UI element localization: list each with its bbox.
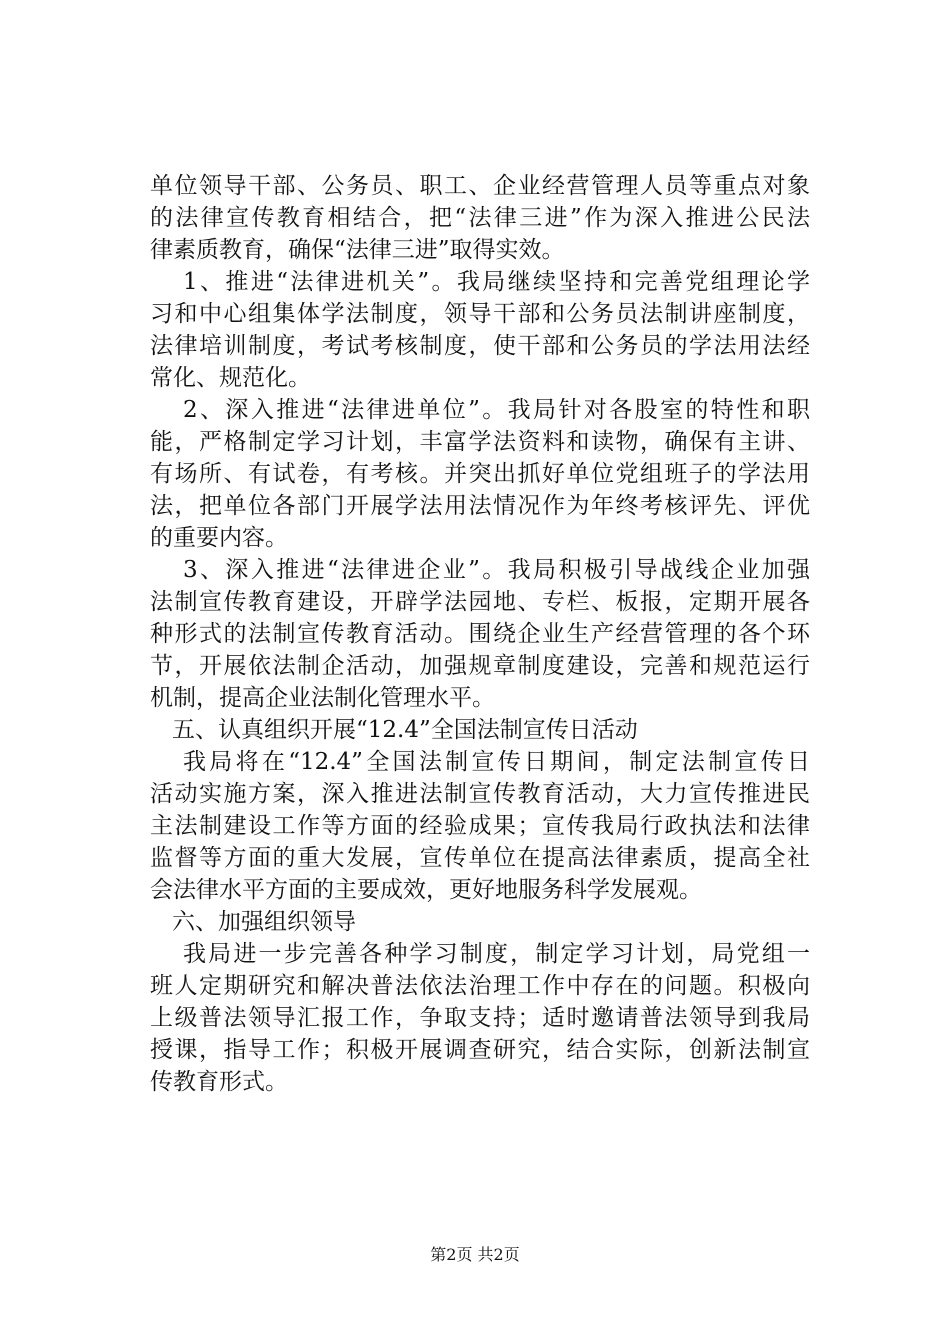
text-line: 法制宣传教育建设，开辟学法园地、专栏、板报，定期开展各 (150, 589, 810, 615)
text-line: 班人定期研究和解决普法依法治理工作中存在的问题。积极向 (150, 973, 810, 999)
text-line: 会法律水平方面的主要成效，更好地服务科学发展观。 (150, 877, 702, 903)
text-line: 2、深入推进“法律进单位”。我局针对各股室的特性和职 (183, 397, 810, 423)
paragraph-legal-publicity-day (150, 746, 810, 906)
text-line: 单位领导干部、公务员、职工、企业经营管理人员等重点对象 (150, 173, 810, 199)
text-line: 节，开展依法制企活动，加强规章制度建设，完善和规范运行 (150, 653, 810, 679)
text-line: 活动实施方案，深入推进法制宣传教育活动，大力宣传推进民 (150, 781, 810, 807)
text-line: 的重要内容。 (150, 525, 288, 551)
text-line: 传教育形式。 (150, 1069, 288, 1095)
section-heading: 五、认真组织开展“12.4”全国法制宣传日活动 (172, 717, 638, 743)
text-line: 我局将在“12.4”全国法制宣传日期间，制定法制宣传日 (183, 749, 810, 775)
section-heading: 六、加强组织领导 (172, 909, 356, 935)
paragraph-law-into-units (150, 394, 810, 554)
section-heading-six (150, 906, 810, 938)
text-line: 上级普法领导汇报工作，争取支持；适时邀请普法领导到我局 (150, 1005, 810, 1031)
text-line: 种形式的法制宣传教育活动。围绕企业生产经营管理的各个环 (150, 621, 810, 647)
text-line: 的法律宣传教育相结合，把“法律三进”作为深入推进公民法 (150, 205, 810, 231)
paragraph-law-into-organs (150, 266, 810, 394)
text-line: 常化、规范化。 (150, 365, 311, 391)
text-line: 监督等方面的重大发展，宣传单位在提高法律素质，提高全社 (150, 845, 810, 871)
page-footer: 第2页 共2页 (430, 1245, 520, 1264)
paragraph-organization-leadership (150, 938, 810, 1098)
text-line: 我局进一步完善各种学习制度，制定学习计划，局党组一 (183, 941, 810, 967)
text-line: 主法制建设工作等方面的经验成果；宣传我局行政执法和法律 (150, 813, 810, 839)
paragraph-continuation (150, 170, 810, 266)
text-line: 习和中心组集体学法制度，领导干部和公务员法制讲座制度， (150, 301, 810, 327)
text-line: 能，严格制定学习计划，丰富学法资料和读物，确保有主讲、 (150, 429, 810, 455)
paragraph-law-into-enterprises (150, 554, 810, 714)
text-line: 律素质教育，确保“法律三进”取得实效。 (150, 237, 565, 263)
text-line: 1、推进“法律进机关”。我局继续坚持和完善党组理论学 (183, 269, 810, 295)
document-body (150, 170, 810, 1098)
text-line: 3、深入推进“法律进企业”。我局积极引导战线企业加强 (183, 557, 810, 583)
text-line: 法律培训制度，考试考核制度，使干部和公务员的学法用法经 (150, 333, 810, 359)
text-line: 有场所、有试卷，有考核。并突出抓好单位党组班子的学法用 (150, 461, 810, 487)
text-line: 机制，提高企业法制化管理水平。 (150, 685, 495, 711)
text-line: 法，把单位各部门开展学法用法情况作为年终考核评先、评优 (150, 493, 810, 519)
section-heading-five (150, 714, 810, 746)
text-line: 授课，指导工作；积极开展调查研究，结合实际，创新法制宣 (150, 1037, 810, 1063)
